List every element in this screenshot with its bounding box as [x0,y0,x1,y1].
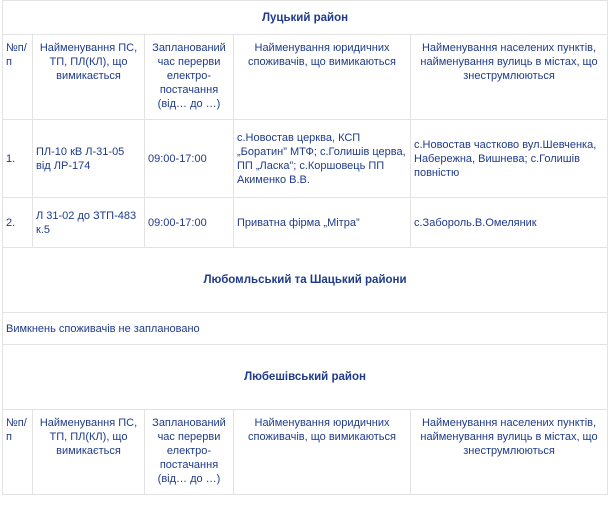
row-consumers: с.Новостав церква, КСП „Боратин” МТФ; с.Голишів церва, ПП „Ласка”; с.Коршовець ПП Акименко В.В. [234,120,411,198]
section-title-liubeshiv: Любешівський район [3,345,608,410]
header-number: №п/п [3,35,33,120]
header-time: Запланований час перерви електро-постачання (від… до …) [145,35,234,120]
no-outages-note: Вимкнень споживачів не заплановано [3,313,608,345]
header-time: Запланований час перерви електро-постачання (від… до …) [145,410,234,495]
header-settlements: Найменування населених пунктів, найменування вулиць в містах, що знеструмлюються [411,410,608,495]
row-settlements: с.Новостав частково вул.Шевченка, Набережна, Вишнева; с.Голишів повністю [411,120,608,198]
row-line: Л 31-02 до ЗТП-483 к.5 [33,198,145,248]
header-number: №п/п [3,410,33,495]
section-title-row [3,1,608,35]
table-row [3,198,608,248]
section-note-row [3,313,608,345]
header-line: Найменування ПС, ТП, ПЛ(КЛ), що вимикається [33,35,145,120]
table-header-row [3,35,608,120]
section-title-row [3,345,608,410]
row-consumers: Приватна фірма „Мітра” [234,198,411,248]
header-consumers: Найменування юридичних споживачів, що вимикаються [234,410,411,495]
header-line: Найменування ПС, ТП, ПЛ(КЛ), що вимикається [33,410,145,495]
section-title-liuboml-shatsk: Любомльський та Шацький райони [3,248,608,313]
section-title-row [3,248,608,313]
row-number: 1. [3,120,33,198]
row-time: 09:00-17:00 [145,120,234,198]
table-header-row [3,410,608,495]
table-row [3,120,608,198]
row-settlements: с.Забороль.В.Омеляник [411,198,608,248]
row-time: 09:00-17:00 [145,198,234,248]
row-line: ПЛ-10 кВ Л-31-05 від ЛР-174 [33,120,145,198]
header-consumers: Найменування юридичних споживачів, що вимикаються [234,35,411,120]
header-settlements: Найменування населених пунктів, найменування вулиць в містах, що знеструмлюються [411,35,608,120]
outage-table [2,0,608,495]
row-number: 2. [3,198,33,248]
section-title-lutsk: Луцький район [3,1,608,35]
